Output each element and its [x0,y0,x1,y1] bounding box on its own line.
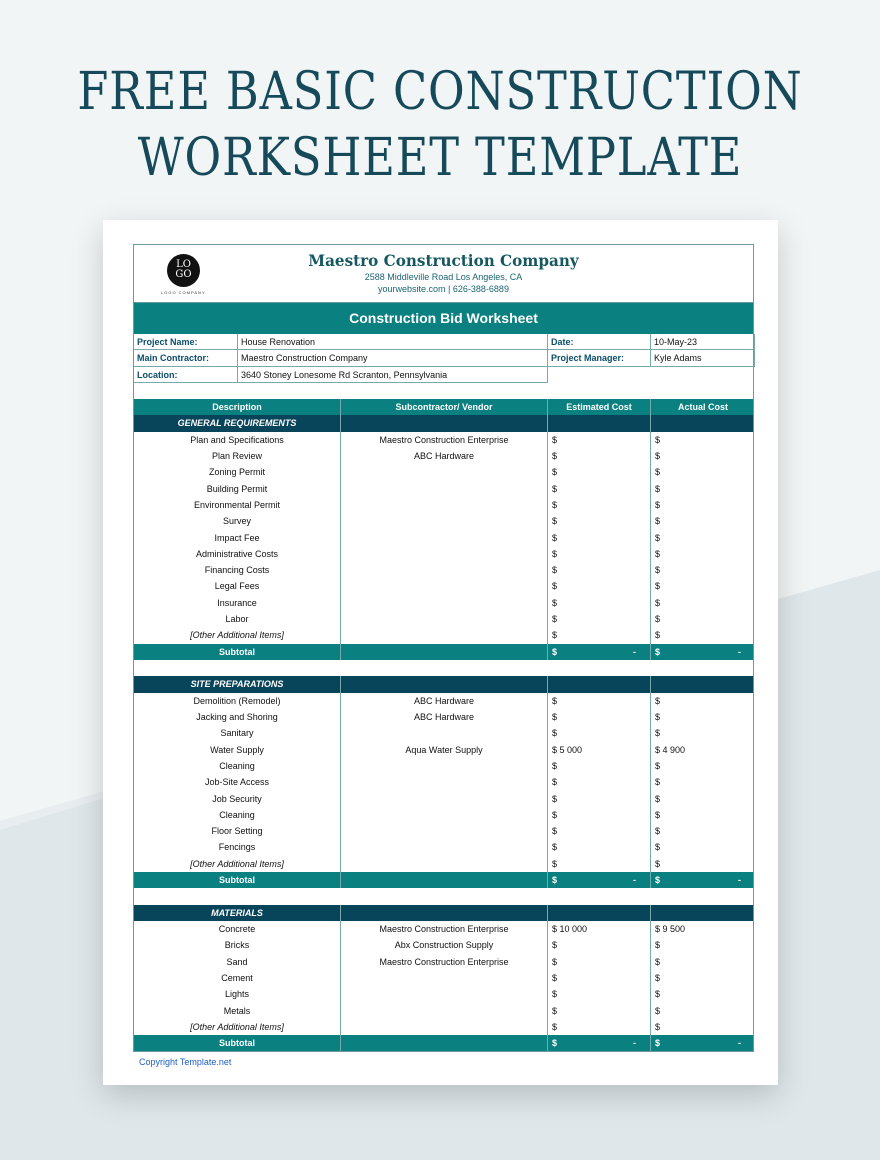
item-estimated-cost[interactable]: $ [548,481,651,497]
subtotal-value: - [633,646,636,657]
empty-cell [341,644,548,660]
item-description[interactable]: Bricks [134,937,341,953]
item-vendor[interactable] [341,627,548,643]
table-row [134,791,753,807]
item-estimated-cost[interactable]: $ [548,807,651,823]
table-row [134,627,753,643]
empty-cell [651,905,755,921]
logo-text: GO [175,269,192,280]
subtotal-value: - [738,646,741,657]
item-vendor[interactable]: Maestro Construction Enterprise [341,921,548,937]
item-actual-cost[interactable]: $ [655,614,661,625]
item-actual-cost[interactable]: $ [655,581,661,592]
subtotal-value: - [738,1038,741,1049]
subtotal-label: Subtotal [134,1035,341,1051]
table-row [134,1019,753,1035]
company-address: 2588 Middleville Road Los Angeles, CA [364,272,523,282]
table-row [134,530,753,546]
item-actual-cost[interactable]: $ [655,956,661,967]
table-row [134,448,753,464]
date-label: Date: [548,334,651,350]
item-actual-cost[interactable]: $ [655,858,661,869]
table-row [134,709,753,725]
item-vendor[interactable] [341,513,548,529]
table-row [134,1003,753,1019]
item-estimated-cost[interactable]: $ [548,856,651,872]
item-vendor[interactable] [341,725,548,741]
item-estimated-cost[interactable]: $ [548,954,651,970]
item-actual-cost[interactable]: $ [655,1005,661,1016]
item-vendor[interactable] [341,823,548,839]
item-actual-cost[interactable]: $ [655,728,661,739]
item-description[interactable]: Legal Fees [134,578,341,594]
subtotal-estimated [548,872,651,888]
sheet-title: Construction Bid Worksheet [134,303,753,334]
section-header [134,415,753,431]
table-row [134,595,753,611]
item-description[interactable]: Financing Costs [134,562,341,578]
item-actual-cost[interactable]: $ [655,467,661,478]
item-description[interactable]: [Other Additional Items] [134,1019,341,1035]
item-actual-cost[interactable]: $ [655,565,661,576]
section-header [134,676,753,692]
column-header-vendor: Subcontractor/ Vendor [341,399,548,415]
item-actual-cost[interactable]: $ [655,548,661,559]
item-vendor[interactable] [341,1019,548,1035]
empty-cell [651,676,755,692]
table-row [134,497,753,513]
item-actual-cost[interactable]: $ [655,940,661,951]
item-estimated-cost[interactable]: $ [548,530,651,546]
empty-cell [548,367,651,383]
item-vendor[interactable] [341,758,548,774]
item-actual-cost[interactable]: $ [655,695,661,706]
item-estimated-cost[interactable]: $ [548,562,651,578]
currency-symbol: $ [655,646,661,657]
subtotal-label: Subtotal [134,872,341,888]
table-body [134,415,753,1051]
empty-cell [341,872,548,888]
table-row [134,823,753,839]
table-row [134,774,753,790]
item-actual-cost[interactable]: $ [655,630,661,641]
item-actual-cost[interactable]: $ [655,809,661,820]
item-estimated-cost[interactable]: $ [548,611,651,627]
section-header [134,905,753,921]
empty-cell [341,1035,548,1051]
table-row [134,954,753,970]
column-header-estimated: Estimated Cost [548,399,651,415]
location-label: Location: [134,367,238,383]
copyright-link[interactable]: Copyright Template.net [139,1057,232,1067]
table-row [134,742,753,758]
item-vendor[interactable]: ABC Hardware [341,709,548,725]
project-name-label: Project Name: [134,334,238,350]
item-vendor[interactable] [341,791,548,807]
item-actual-cost[interactable]: $ [655,483,661,494]
table-row [134,937,753,953]
table-row [134,725,753,741]
currency-symbol: $ [655,874,661,885]
item-description[interactable]: Sand [134,954,341,970]
item-vendor[interactable] [341,578,548,594]
table-row [134,758,753,774]
item-estimated-cost[interactable]: $ [548,709,651,725]
item-description[interactable]: Lights [134,986,341,1002]
item-estimated-cost[interactable]: $ [548,627,651,643]
item-description[interactable]: Administrative Costs [134,546,341,562]
item-description[interactable]: Job Security [134,791,341,807]
spacer [134,660,753,677]
date-value[interactable]: 10-May-23 [651,334,755,350]
table-row [134,693,753,709]
item-actual-cost[interactable]: $ [655,499,661,510]
item-vendor[interactable]: Aqua Water Supply [341,742,548,758]
item-estimated-cost[interactable]: $ [548,546,651,562]
company-contact: yourwebsite.com | 626-388-6889 [378,284,509,294]
item-vendor[interactable]: Maestro Construction Enterprise [341,432,548,448]
subtotal-actual [651,872,755,888]
item-description[interactable]: Cement [134,970,341,986]
main-contractor-value[interactable]: Maestro Construction Company [238,350,548,366]
item-vendor[interactable] [341,464,548,480]
item-estimated-cost[interactable]: $ [548,595,651,611]
column-header-actual: Actual Cost [677,402,728,413]
item-vendor[interactable] [341,595,548,611]
company-header [134,245,753,303]
item-estimated-cost[interactable]: $ [548,693,651,709]
item-description[interactable]: Labor [134,611,341,627]
subtotal-row [134,1035,753,1051]
table-row [134,856,753,872]
item-vendor[interactable] [341,807,548,823]
item-vendor[interactable] [341,839,548,855]
item-vendor[interactable]: Abx Construction Supply [341,937,548,953]
item-description[interactable]: Job-Site Access [134,774,341,790]
item-vendor[interactable] [341,611,548,627]
column-header-description: Description [134,399,341,415]
item-vendor[interactable] [341,986,548,1002]
item-description[interactable]: Demolition (Remodel) [134,693,341,709]
logo-text: LO [176,259,191,270]
item-actual-cost[interactable]: $ 9 500 [655,924,686,935]
worksheet [133,244,754,1052]
item-actual-cost[interactable]: $ [655,597,661,608]
item-description[interactable]: Water Supply [134,742,341,758]
item-actual-cost[interactable]: $ [655,972,661,983]
section-title: GENERAL REQUIREMENTS [134,415,341,431]
item-description[interactable]: Jacking and Shoring [134,709,341,725]
item-description[interactable]: Concrete [134,921,341,937]
item-description[interactable]: Fencings [134,839,341,855]
company-name: Maestro Construction Company [308,251,579,270]
subtotal-row [134,872,753,888]
item-description[interactable]: Insurance [134,595,341,611]
item-description[interactable]: Zoning Permit [134,464,341,480]
subtotal-label: Subtotal [134,644,341,660]
item-estimated-cost[interactable]: $ [548,1003,651,1019]
item-estimated-cost[interactable]: $ [548,578,651,594]
currency-symbol: $ [655,1038,661,1049]
item-estimated-cost[interactable]: $ [548,464,651,480]
item-actual-cost[interactable]: $ [655,793,661,804]
table-row [134,970,753,986]
empty-cell [651,415,755,431]
item-vendor[interactable]: Maestro Construction Enterprise [341,954,548,970]
table-row [134,839,753,855]
item-estimated-cost[interactable]: $ [548,513,651,529]
item-actual-cost[interactable]: $ 4 900 [655,744,686,755]
empty-cell [548,676,651,692]
subtotal-value: - [738,874,741,885]
item-actual-cost[interactable]: $ [655,451,661,462]
item-actual-cost[interactable]: $ [655,434,661,445]
item-vendor[interactable] [341,497,548,513]
item-description[interactable]: [Other Additional Items] [134,856,341,872]
item-vendor[interactable] [341,1003,548,1019]
project-name-value[interactable]: House Renovation [238,334,548,350]
table-row [134,432,753,448]
item-description[interactable]: Plan Review [134,448,341,464]
empty-cell [341,415,548,431]
item-description[interactable]: Metals [134,1003,341,1019]
table-row [134,921,753,937]
table-row [134,611,753,627]
item-estimated-cost[interactable]: $ [548,497,651,513]
item-actual-cost[interactable]: $ [655,842,661,853]
item-estimated-cost[interactable]: $ [548,839,651,855]
subtotal-row [134,644,753,660]
logo-caption: LOGO COMPANY [161,290,206,295]
table-row [134,807,753,823]
item-description[interactable]: Sanitary [134,725,341,741]
item-estimated-cost[interactable]: $ 5 000 [548,742,651,758]
table-row [134,562,753,578]
project-manager-label: Project Manager: [548,350,651,366]
location-value[interactable]: 3640 Stoney Lonesome Rd Scranton, Pennsylvania [238,367,548,383]
table-row [134,986,753,1002]
item-actual-cost[interactable]: $ [655,1021,661,1032]
spacer [134,383,753,399]
empty-cell [651,367,755,383]
item-description[interactable]: Floor Setting [134,823,341,839]
project-info [134,334,753,383]
item-description[interactable]: Impact Fee [134,530,341,546]
item-actual-cost[interactable]: $ [655,516,661,527]
column-headers [134,399,753,415]
item-description[interactable]: Cleaning [134,758,341,774]
item-estimated-cost[interactable]: $ [548,1019,651,1035]
item-vendor[interactable]: ABC Hardware [341,448,548,464]
item-estimated-cost[interactable]: $ 10 000 [548,921,651,937]
page-title-line2: WORKSHEET TEMPLATE [137,128,743,188]
item-vendor[interactable] [341,774,548,790]
item-actual-cost[interactable]: $ [655,532,661,543]
empty-cell [341,676,548,692]
item-actual-cost[interactable]: $ [655,760,661,771]
item-estimated-cost[interactable]: $ [548,823,651,839]
item-estimated-cost[interactable]: $ [548,937,651,953]
item-estimated-cost[interactable]: $ [548,758,651,774]
item-description[interactable]: Survey [134,513,341,529]
section-title: SITE PREPARATIONS [134,676,341,692]
item-estimated-cost[interactable]: $ [548,774,651,790]
item-description[interactable]: Plan and Specifications [134,432,341,448]
item-description[interactable]: Environmental Permit [134,497,341,513]
item-description[interactable]: [Other Additional Items] [134,627,341,643]
page-title-line1: FREE BASIC CONSTRUCTION [77,62,803,122]
item-vendor[interactable] [341,970,548,986]
item-estimated-cost[interactable]: $ [548,432,651,448]
table-row [134,578,753,594]
spacer [134,888,753,905]
item-vendor[interactable]: ABC Hardware [341,693,548,709]
item-estimated-cost[interactable]: $ [548,725,651,741]
subtotal-value: - [633,874,636,885]
item-description[interactable]: Cleaning [134,807,341,823]
item-estimated-cost[interactable]: $ [548,448,651,464]
item-vendor[interactable] [341,546,548,562]
empty-cell [341,905,548,921]
table-row [134,546,753,562]
item-estimated-cost[interactable]: $ [548,970,651,986]
empty-cell [548,415,651,431]
item-description[interactable]: Building Permit [134,481,341,497]
item-vendor[interactable] [341,530,548,546]
table-row [134,513,753,529]
section-title: MATERIALS [134,905,341,921]
item-actual-cost[interactable]: $ [655,826,661,837]
item-vendor[interactable] [341,481,548,497]
item-actual-cost[interactable]: $ [655,777,661,788]
item-vendor[interactable] [341,856,548,872]
subtotal-actual [651,644,755,660]
currency-symbol: $ [552,1038,558,1049]
item-estimated-cost[interactable]: $ [548,791,651,807]
empty-cell [548,905,651,921]
item-actual-cost[interactable]: $ [655,712,661,723]
subtotal-estimated [548,644,651,660]
table-row [134,481,753,497]
currency-symbol: $ [552,646,558,657]
item-actual-cost[interactable]: $ [655,989,661,1000]
item-estimated-cost[interactable]: $ [548,986,651,1002]
item-vendor[interactable] [341,562,548,578]
main-contractor-label: Main Contractor: [134,350,238,366]
subtotal-value: - [633,1038,636,1049]
table-row [134,464,753,480]
project-manager-value[interactable]: Kyle Adams [651,350,755,366]
currency-symbol: $ [552,874,558,885]
subtotal-actual [651,1035,755,1051]
subtotal-estimated [548,1035,651,1051]
